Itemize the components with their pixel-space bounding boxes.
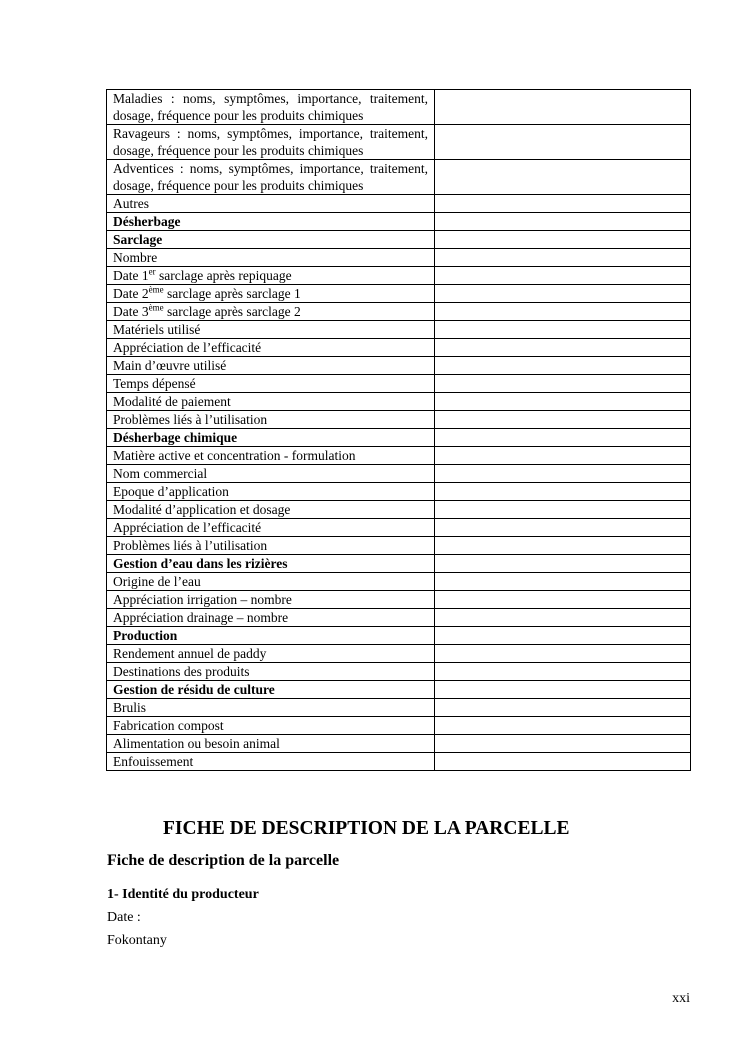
row-value-cell[interactable]: [435, 591, 691, 609]
table-row: [107, 267, 691, 285]
row-value-cell[interactable]: [435, 160, 691, 195]
table-row: [107, 645, 691, 663]
row-label-text: Date 3: [113, 304, 149, 319]
row-value-cell[interactable]: [435, 609, 691, 627]
row-label: Appréciation irrigation – nombre: [107, 591, 435, 609]
row-label: Enfouissement: [107, 753, 435, 771]
row-label: Production: [107, 627, 435, 645]
description-table: [106, 89, 691, 771]
table-row: [107, 285, 691, 303]
row-value-cell[interactable]: [435, 267, 691, 285]
row-label: Temps dépensé: [107, 375, 435, 393]
row-label: Gestion de résidu de culture: [107, 681, 435, 699]
table-row: [107, 519, 691, 537]
row-label: Appréciation de l’efficacité: [107, 519, 435, 537]
row-value-cell[interactable]: [435, 735, 691, 753]
row-label: Alimentation ou besoin animal: [107, 735, 435, 753]
row-value-cell[interactable]: [435, 573, 691, 591]
table-row: [107, 609, 691, 627]
row-label: Matériels utilisé: [107, 321, 435, 339]
table-row: [107, 753, 691, 771]
table-row: [107, 195, 691, 213]
table-row: [107, 555, 691, 573]
row-value-cell[interactable]: [435, 663, 691, 681]
row-label: Fabrication compost: [107, 717, 435, 735]
row-value-cell[interactable]: [435, 321, 691, 339]
row-label: Appréciation drainage – nombre: [107, 609, 435, 627]
row-label: Main d’œuvre utilisé: [107, 357, 435, 375]
row-label: Gestion d’eau dans les rizières: [107, 555, 435, 573]
row-value-cell[interactable]: [435, 393, 691, 411]
row-value-cell[interactable]: [435, 519, 691, 537]
row-value-cell[interactable]: [435, 555, 691, 573]
row-value-cell[interactable]: [435, 411, 691, 429]
row-label: Matière active et concentration - formulation: [107, 447, 435, 465]
row-value-cell[interactable]: [435, 699, 691, 717]
row-label-text: Date 2: [113, 286, 149, 301]
row-value-cell[interactable]: [435, 125, 691, 160]
row-value-cell[interactable]: [435, 231, 691, 249]
row-label: Destinations des produits: [107, 663, 435, 681]
fokontany-field-label: Fokontany: [107, 933, 167, 948]
row-value-cell[interactable]: [435, 681, 691, 699]
table-row: [107, 357, 691, 375]
row-value-cell[interactable]: [435, 213, 691, 231]
table-row: [107, 160, 691, 195]
row-label: Nombre: [107, 249, 435, 267]
row-label: Rendement annuel de paddy: [107, 645, 435, 663]
row-label: [107, 303, 435, 321]
date-field-label: Date :: [107, 910, 141, 925]
table-row: [107, 717, 691, 735]
row-label: [107, 285, 435, 303]
row-label: Epoque d’application: [107, 483, 435, 501]
row-label: Appréciation de l’efficacité: [107, 339, 435, 357]
table-row: [107, 681, 691, 699]
table-row: [107, 321, 691, 339]
row-value-cell[interactable]: [435, 90, 691, 125]
table-row: [107, 501, 691, 519]
row-value-cell[interactable]: [435, 627, 691, 645]
table-row: [107, 573, 691, 591]
row-label: Désherbage chimique: [107, 429, 435, 447]
table-row: [107, 699, 691, 717]
section-heading: 1- Identité du producteur: [107, 887, 259, 902]
table-row: [107, 483, 691, 501]
row-label-text: sarclage après sarclage 1: [163, 286, 301, 301]
row-label: Problèmes liés à l’utilisation: [107, 537, 435, 555]
row-value-cell[interactable]: [435, 195, 691, 213]
row-value-cell[interactable]: [435, 339, 691, 357]
row-label-superscript: ème: [148, 302, 164, 313]
row-value-cell[interactable]: [435, 537, 691, 555]
table-row: [107, 249, 691, 267]
table-row: [107, 339, 691, 357]
row-label-superscript: er: [148, 266, 156, 277]
row-value-cell[interactable]: [435, 447, 691, 465]
page-title: FICHE DE DESCRIPTION DE LA PARCELLE: [163, 818, 570, 839]
table-row: [107, 627, 691, 645]
row-label-text: sarclage après sarclage 2: [163, 304, 301, 319]
row-value-cell[interactable]: [435, 717, 691, 735]
table-row: [107, 735, 691, 753]
table-row: [107, 231, 691, 249]
row-label-text: Date 1: [113, 268, 149, 283]
row-label: Problèmes liés à l’utilisation: [107, 411, 435, 429]
table-row: [107, 213, 691, 231]
row-label: Désherbage: [107, 213, 435, 231]
table-row: [107, 537, 691, 555]
table-row: [107, 90, 691, 125]
page-subtitle: Fiche de description de la parcelle: [107, 852, 340, 869]
row-value-cell[interactable]: [435, 645, 691, 663]
row-label: Brulis: [107, 699, 435, 717]
row-value-cell[interactable]: [435, 375, 691, 393]
row-label: Ravageurs : noms, symptômes, importance, traitement, dosage, fréquence pour les produits chimiques: [107, 125, 435, 160]
row-label-superscript: ème: [148, 284, 164, 295]
row-value-cell[interactable]: [435, 429, 691, 447]
table-row: [107, 591, 691, 609]
table-row: [107, 375, 691, 393]
row-label: [107, 267, 435, 285]
row-value-cell[interactable]: [435, 501, 691, 519]
row-label: Adventices : noms, symptômes, importance, traitement, dosage, fréquence pour les produits chimiques: [107, 160, 435, 195]
table-body: [107, 90, 691, 771]
page-number: xxi: [672, 991, 690, 1006]
table-row: [107, 663, 691, 681]
row-value-cell[interactable]: [435, 357, 691, 375]
table-row: [107, 429, 691, 447]
row-value-cell[interactable]: [435, 483, 691, 501]
table-row: [107, 303, 691, 321]
row-value-cell[interactable]: [435, 285, 691, 303]
row-label: Autres: [107, 195, 435, 213]
table-row: [107, 411, 691, 429]
row-label: Modalité d’application et dosage: [107, 501, 435, 519]
row-value-cell[interactable]: [435, 753, 691, 771]
table-row: [107, 465, 691, 483]
table-row: [107, 447, 691, 465]
row-label: Origine de l’eau: [107, 573, 435, 591]
table-row: [107, 393, 691, 411]
row-label: Maladies : noms, symptômes, importance, traitement, dosage, fréquence pour les produits chimiques: [107, 90, 435, 125]
table-row: [107, 125, 691, 160]
row-value-cell[interactable]: [435, 249, 691, 267]
row-label-text: sarclage après repiquage: [155, 268, 292, 283]
row-label: Modalité de paiement: [107, 393, 435, 411]
row-value-cell[interactable]: [435, 303, 691, 321]
row-label: Nom commercial: [107, 465, 435, 483]
row-value-cell[interactable]: [435, 465, 691, 483]
row-label: Sarclage: [107, 231, 435, 249]
